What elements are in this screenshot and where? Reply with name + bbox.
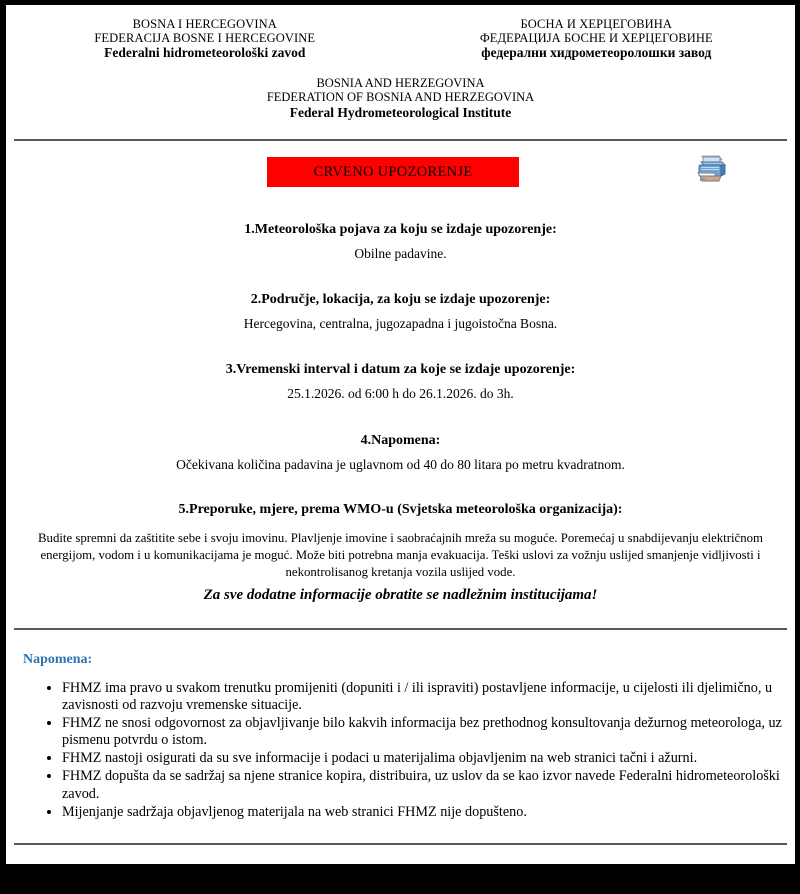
list-item: • FHMZ ima pravo u svakom trenutku promijeniti (dopuniti i / ili ispraviti) postavljene informacije, u cijelosti ili djelimično, u zavisnosti od razvoju vremenske situacije. [62,680,785,715]
footer-contact [6,845,795,894]
section-2-body: Hercegovina, centralna, jugozapadna i jugoistočna Bosna. [243,315,558,331]
document-page [6,5,795,894]
disclaimer-list [16,668,785,822]
institution-header [6,5,795,60]
section-5-emphasis: Za sve dodatne informacije obratite se nadležnim institucijama! [203,587,598,604]
header-bosnian-cyrillic [416,17,777,60]
section-1-body: Obilne padavine. [354,245,447,261]
section-1-title: 1.Meteorološka pojava za koju se izdaje upozorenje: [244,221,557,237]
header-country-english: BOSNIA AND HERZEGOVINA [316,76,485,91]
section-5-title: 5.Preporuke, mjere, prema WMO-u (Svjetska meteorološka organizacija): [178,501,623,517]
status-badge-red-warning: CRVENO UPOZORENJE [267,157,519,187]
list-item: • FHMZ ne snosi odgovornost za objavljivanje bilo kakvih informacija bez prethodnog konsultovanja dežurnog meteorologa, uz pismenu potvrdu o istom. [62,715,785,750]
header-english [6,76,795,120]
header-country-latin: BOSNA I HERCEGOVINA [132,17,277,31]
section-4-note [6,433,795,473]
section-2-title: 2.Područje, lokacija, za koju se izdaje upozorenje: [250,291,551,307]
header-federation-latin: FEDERACIJA BOSNE I HERCEGOVINE [94,31,316,45]
section-4-body: Očekivana količina padavina je uglavnom od 40 do 80 litara po metru kvadratnom. [176,456,625,472]
header-country-cyrillic: БОСНА И ХЕРЦЕГОВИНА [520,17,673,31]
header-institute-latin: Federalni hidrometeorološki zavod [104,45,306,60]
section-1-phenomenon [6,222,795,262]
alert-banner-row [6,141,795,193]
section-4-title: 4.Napomena: [360,432,441,448]
disclaimer-block [6,630,795,822]
footer-address-line: Bardakčije broj 12., 71000 Sarajevo, tel:00387 33 276 700, fax: 033 276 701; [198,861,603,877]
header-bosnian-latin [24,17,385,60]
list-item: • FHMZ dopušta da se sadržaj sa njene stranice kopira, distribuira, uz uslov da se kao izvor navede Federalni hidrometeorološki zavod. [62,768,785,803]
list-item: • Mijenjanje sadržaja objavljenog materijala na web stranici FHMZ nije dopušteno. [62,804,785,822]
header-institute-cyrillic: федерални хидрометеоролошки завод [481,45,712,60]
section-5-recommendations [6,502,795,606]
list-item: • FHMZ nastoji osigurati da su sve informacije i podaci u materijalima objavljenim na web stranici tačni i ažurni. [62,750,785,768]
header-federation-english: FEDERATION OF BOSNIA AND HERZEGOVINA [266,90,535,105]
footer-email-line: e-mail: fhmzbih@fhmzbih.gov.ba [312,878,489,894]
section-3-body: 25.1.2026. od 6:00 h do 26.1.2026. do 3h. [287,385,514,401]
header-institute-english: Federal Hydrometeorological Institute [289,104,512,120]
section-2-area [6,292,795,332]
section-3-timeframe [6,362,795,402]
header-federation-cyrillic: ФЕДЕРАЦИЈА БОСНЕ И ХЕРЦЕГОВИНЕ [479,31,713,45]
disclaimer-title: Napomena: [23,651,93,667]
printer-icon[interactable] [692,154,728,186]
section-5-body-text: Budite spremni da zaštitite sebe i svoju imovinu. Plavljenje imovine i saobraćajnih mreža su moguće. Poremećaj u snabdijevanju električnom energijom, vodom i u komunikacijama je moguć. Može biti potrebna manja evakuacija. Teški uslovi za vožnju uslijed smanjenje vidljivosti i nekontrolisanog kretanja vozila uslijed vode. [38,530,763,580]
section-5-body [6,518,795,606]
section-3-title: 3.Vremenski interval i datum za koje se izdaje upozorenje: [225,361,576,377]
